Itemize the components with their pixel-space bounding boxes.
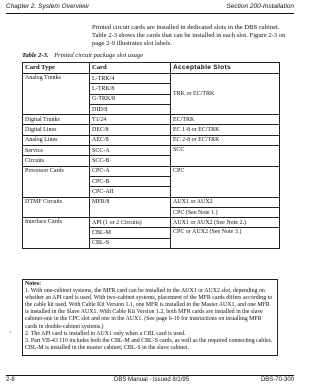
- card-cell: CBL-S: [90, 238, 171, 248]
- slots-cell: TRK or EC/TRK: [171, 74, 280, 115]
- table-row: [23, 125, 280, 135]
- card-type-cell: Analog Trunks: [23, 74, 90, 115]
- card-cell: CPC-B: [90, 176, 171, 186]
- card-cell: T1/24: [90, 115, 171, 125]
- card-cell: CPC-A: [90, 166, 171, 176]
- margin-mark: ,: [10, 328, 12, 334]
- document-number: DBS-70-300: [260, 377, 294, 383]
- card-type-cell: Service: [23, 146, 90, 156]
- header-rule: [6, 13, 294, 14]
- slots-cell: CPC: [171, 166, 280, 197]
- card-cell: G-TRK/8: [90, 94, 171, 104]
- card-type-cell: Digital Trunks: [23, 115, 90, 125]
- slots-cell: CPC or AUX2 (See Note 3.): [171, 228, 280, 249]
- footer-rule: [6, 375, 294, 376]
- slots-cell: CPC (See Note 1.): [171, 207, 280, 217]
- card-cell: L-TRK/8: [90, 84, 171, 94]
- slots-cell: SCC: [171, 146, 280, 167]
- card-type-cell: Analog Lines: [23, 135, 90, 145]
- card-type-cell: Digital Lines: [23, 125, 90, 135]
- card-cell: CBL-M: [90, 228, 171, 238]
- card-cell: MFR/8: [90, 197, 171, 218]
- card-type-cell: Interface Cards: [23, 218, 90, 249]
- card-cell: SCC-A: [90, 146, 171, 156]
- card-cell: L-TRK/4: [90, 74, 171, 84]
- notes-box: [22, 279, 278, 356]
- card-cell: API (1 or 2 Circuits): [90, 218, 171, 228]
- running-footer: [6, 377, 294, 386]
- card-type-cell: Processor Cards: [23, 166, 90, 197]
- card-type-cell: Circuits: [23, 156, 90, 166]
- table-row: [23, 115, 280, 125]
- slots-cell: EC 2-8 or EC/TRK: [171, 135, 280, 145]
- col-card-type: Card Type: [23, 63, 90, 74]
- card-type-cell: DTMF Circuits: [23, 197, 90, 218]
- slot-usage-table: [22, 62, 280, 249]
- table-row: [23, 197, 280, 207]
- table-header-row: [23, 63, 280, 74]
- card-cell: CPC-AII: [90, 187, 171, 197]
- header-section: Section 200-Installation: [226, 3, 294, 10]
- table-row: [23, 166, 280, 176]
- card-cell: SCC-B: [90, 156, 171, 166]
- slots-cell: AUX1 or AUX2 (See Note 2.): [171, 218, 280, 228]
- note-1: 1. With one-cabinet systems, the MFR card can be installed in the AUX1 or AUX2 slot, depending on whether an API card is used. With two-cabinet systems, placement of the MFR cards differs according to the cable kit used. With Cable Kit Version 1.1, one MFR is installed in the Master AUX1, and one MFR is installed in the Slave AUX1. With Cable Kit Version 1.2, both MFR cards are installed in the slave cabinet-one in the CPC slot and one in the AUX1. (See page 6-10 for instructions on installing MFR cards in double-cabinet systems.): [25, 288, 273, 330]
- table-caption: [22, 52, 143, 59]
- table-row: [23, 135, 280, 145]
- note-2: 2. The API card is installed in AUX1 only when a CBL card is used.: [25, 330, 186, 337]
- table-title: Printed circuit package slot usage: [54, 52, 144, 59]
- intro-paragraph: Printed circuit cards are installed in dedicated slots in the DBS cabinet. Table 2-3 shows the cards that can be installed in each slot. Figure 2-3 on page 2-9 illustrates slot labels.: [92, 24, 286, 47]
- card-cell: AEC/8: [90, 135, 171, 145]
- card-cell: DID/8: [90, 104, 171, 114]
- col-card: Card: [90, 63, 171, 74]
- table-row: [23, 218, 280, 228]
- note-3: 3. Part VB-43 110 includes both the CBL-M and CBL-S cards, as well as the required connecting cables. CBL-M is installed in the master cabinet; CBL-S in the slave cabinet.: [25, 337, 273, 351]
- slots-cell: EC 1-8 or EC/TRK: [171, 125, 280, 135]
- running-header: [6, 3, 294, 13]
- manual-issue: DBS Manual - Issued 8/1/95: [114, 377, 190, 383]
- page-number: 2-8: [6, 377, 15, 383]
- slots-cell: EC/TRK: [171, 115, 280, 125]
- slots-cell: AUX1 or AUX2: [171, 197, 280, 207]
- notes-heading: Notes:: [25, 281, 42, 287]
- table-row: [23, 74, 280, 84]
- table-row: [23, 146, 280, 156]
- card-cell: DEC/8: [90, 125, 171, 135]
- col-acceptable-slots: Acceptable Slots: [171, 63, 280, 74]
- table-number: Table 2-3.: [22, 52, 49, 59]
- header-chapter: Chapter 2. System Overview: [6, 3, 89, 10]
